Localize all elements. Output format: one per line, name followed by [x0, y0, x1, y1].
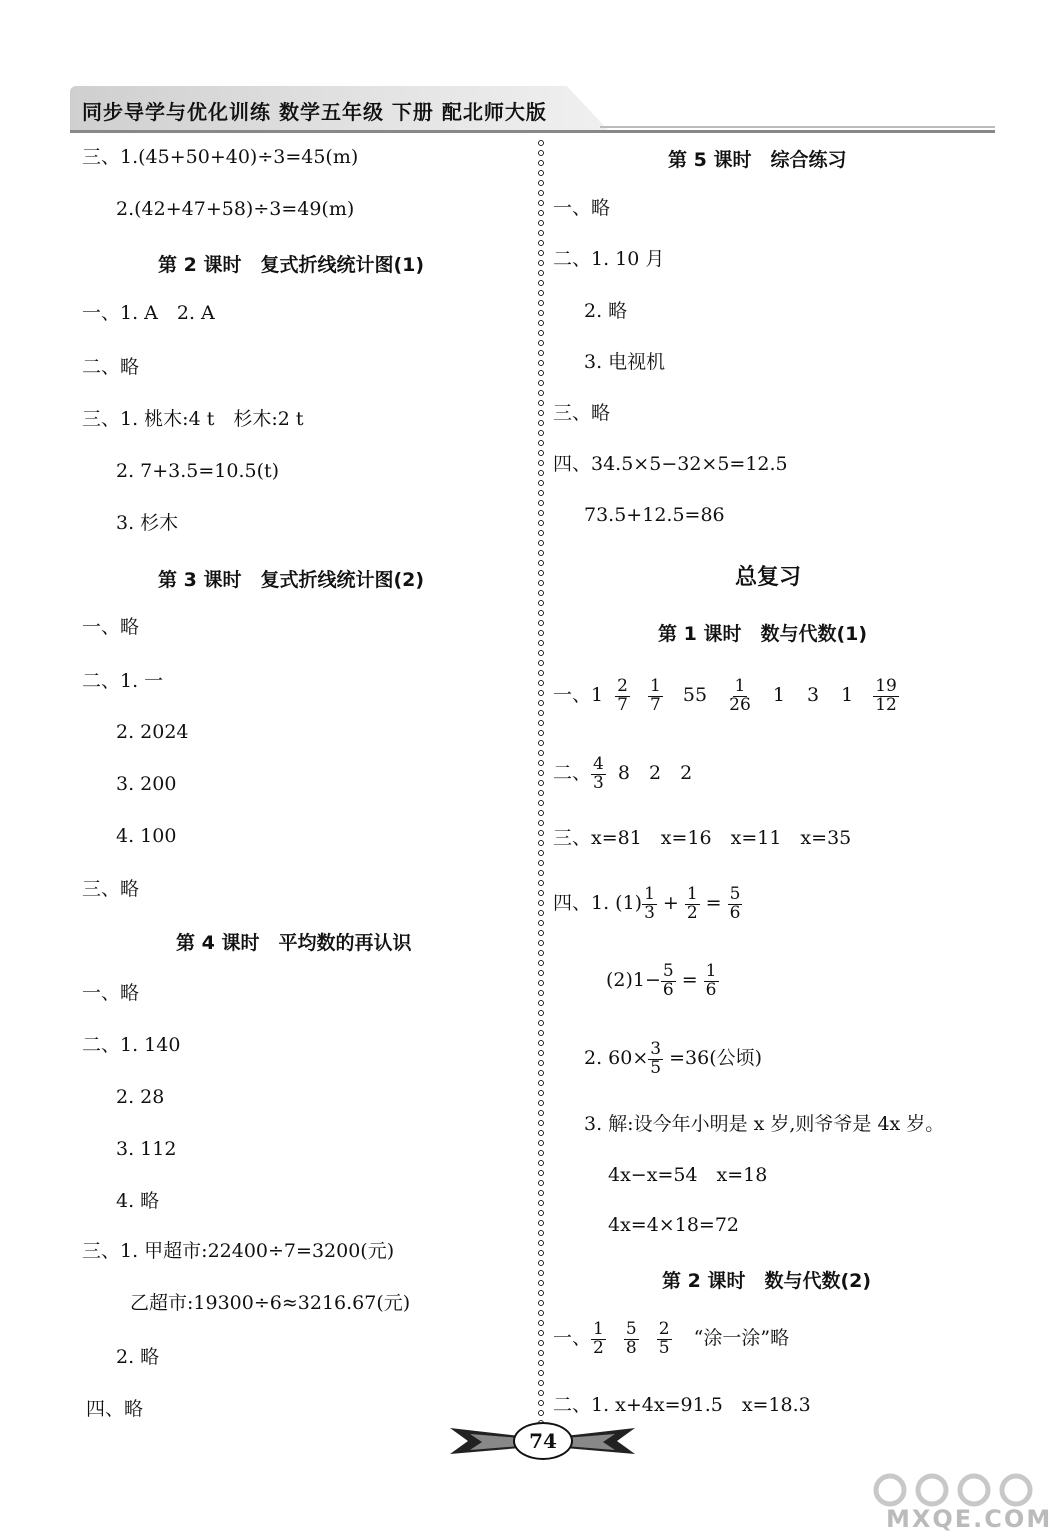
answer-value: 1 [841, 684, 854, 706]
answer-line: 二、略 [82, 356, 140, 378]
answer-line: 二、1. 10 月 [553, 248, 665, 270]
header-rule-secondary [600, 126, 995, 128]
numerator: 5 [625, 1318, 637, 1339]
fraction [704, 960, 719, 1000]
numerator: 4 [593, 753, 604, 774]
answer-line: 三、x=81 x=16 x=11 x=35 [553, 827, 852, 849]
denominator: 2 [686, 902, 698, 923]
section-heading: 第 4 课时 平均数的再认识 [176, 932, 412, 954]
answer-line: 三、1. 甲超市:22400÷7=3200(元) [82, 1240, 395, 1262]
answer-line: 2.(42+47+58)÷3=49(m) [116, 198, 355, 220]
answer-line: 3. 杉木 [116, 512, 179, 534]
denominator: 7 [650, 694, 661, 715]
answer-line: 一、1. A 2. A [82, 302, 215, 324]
numerator: 2 [617, 675, 628, 696]
answer-line: 一、略 [82, 982, 140, 1004]
answer-line-fractions [606, 957, 725, 1003]
answer-line-fractions [584, 1035, 762, 1081]
answer-line: 二、1. 一 [82, 670, 164, 692]
answer-prefix: 二、 [553, 762, 592, 784]
operator: = [705, 892, 722, 914]
fraction [615, 675, 630, 715]
header-rule [70, 130, 995, 133]
watermark-text: MXQE.COM [886, 1505, 1053, 1533]
answer-line: 三、1.(45+50+40)÷3=45(m) [82, 146, 359, 168]
answer-line: 4x−x=54 x=18 [608, 1164, 768, 1186]
answer-line: 四、34.5×5−32×5=12.5 [553, 453, 788, 475]
answer-line: 乙超市:19300÷6≈3216.67(元) [130, 1292, 411, 1314]
answer-line: 一、略 [82, 616, 140, 638]
fraction [642, 883, 657, 923]
fraction [727, 675, 753, 715]
section-heading: 第 5 课时 综合练习 [668, 149, 847, 171]
answer-values: “涂一涂”略 [693, 1327, 790, 1349]
answer-line: 一、略 [553, 197, 611, 219]
denominator: 3 [644, 902, 655, 923]
answer-prefix: 四、1. (1) [553, 892, 643, 914]
answer-line: 4. 100 [116, 825, 177, 847]
numerator: 5 [729, 883, 741, 904]
denominator: 6 [729, 902, 741, 923]
section-heading: 第 3 课时 复式折线统计图(2) [158, 569, 425, 591]
answer-line: 3. 200 [116, 773, 177, 795]
answer-value: 3 [806, 684, 820, 706]
answer-value: 1 [772, 684, 785, 706]
answer-line: 2. 28 [116, 1086, 165, 1108]
answer-values: =36(公顷) [669, 1047, 763, 1069]
denominator: 3 [593, 772, 604, 793]
numerator: 1 [686, 883, 698, 904]
fraction [591, 1318, 606, 1358]
answer-line-fractions [553, 750, 692, 796]
answer-line: 三、1. 桃木:4 t 杉木:2 t [82, 408, 304, 430]
fraction [873, 675, 899, 715]
answer-prefix: (2)1− [606, 969, 661, 991]
section-heading: 第 1 课时 数与代数(1) [658, 623, 868, 645]
numerator: 1 [644, 883, 655, 904]
numerator: 1 [593, 1318, 604, 1339]
numerator: 1 [734, 675, 746, 696]
answer-line: 四、略 [86, 1398, 144, 1420]
denominator: 8 [625, 1337, 637, 1358]
operator: + [662, 892, 679, 914]
answer-line: 4. 略 [116, 1190, 160, 1212]
answer-line: 二、1. 140 [82, 1034, 181, 1056]
denominator: 5 [650, 1057, 662, 1078]
answer-value: 55 [682, 684, 708, 706]
denominator: 26 [729, 694, 751, 715]
denominator: 12 [875, 694, 897, 715]
denominator: 5 [658, 1337, 670, 1358]
answer-prefix: 2. 60× [584, 1047, 649, 1069]
answer-prefix: 一、 [553, 1327, 592, 1349]
answer-line: 二、1. x+4x=91.5 x=18.3 [553, 1394, 811, 1416]
answer-line: 73.5+12.5=86 [584, 504, 725, 526]
answer-line: 4x=4×18=72 [608, 1214, 740, 1236]
numerator: 19 [875, 675, 897, 696]
numerator: 2 [658, 1318, 670, 1339]
denominator: 6 [705, 979, 717, 1000]
section-heading: 第 2 课时 复式折线统计图(1) [158, 254, 425, 276]
answer-line: 三、略 [82, 878, 140, 900]
answer-line-fractions [553, 880, 748, 926]
header-title: 同步导学与优化训练 数学五年级 下册 配北师大版 [82, 100, 547, 124]
numerator: 1 [705, 960, 717, 981]
denominator: 7 [617, 694, 628, 715]
fraction [657, 1318, 672, 1358]
answer-line: 2. 7+3.5=10.5(t) [116, 460, 280, 482]
numerator: 1 [650, 675, 661, 696]
column-divider [537, 140, 545, 1425]
answer-line: 3. 电视机 [584, 351, 666, 373]
answer-line: 2. 2024 [116, 721, 189, 743]
operator: = [681, 969, 698, 991]
numerator: 3 [650, 1038, 662, 1059]
fraction [591, 753, 606, 793]
answer-line: 2. 略 [116, 1346, 160, 1368]
answer-line: 3. 解:设今年小明是 x 岁,则爷爷是 4x 岁。 [584, 1113, 945, 1135]
page-number: 74 [513, 1422, 573, 1460]
answer-line-fractions [553, 672, 905, 718]
answer-line-fractions [553, 1315, 789, 1361]
fraction [624, 1318, 639, 1358]
denominator: 6 [662, 979, 674, 1000]
answer-line: 3. 112 [116, 1138, 177, 1160]
section-heading: 第 2 课时 数与代数(2) [662, 1270, 872, 1292]
answer-line: 三、略 [553, 402, 611, 424]
denominator: 2 [593, 1337, 604, 1358]
fraction [685, 883, 700, 923]
answer-line: 2. 略 [584, 300, 628, 322]
fraction [648, 675, 663, 715]
answer-prefix: 一、1 [553, 684, 604, 706]
fraction [728, 883, 743, 923]
answer-values: 8 2 2 [617, 762, 693, 784]
numerator: 5 [662, 960, 674, 981]
chapter-heading: 总复习 [735, 565, 802, 590]
fraction [648, 1038, 663, 1078]
fraction [661, 960, 676, 1000]
